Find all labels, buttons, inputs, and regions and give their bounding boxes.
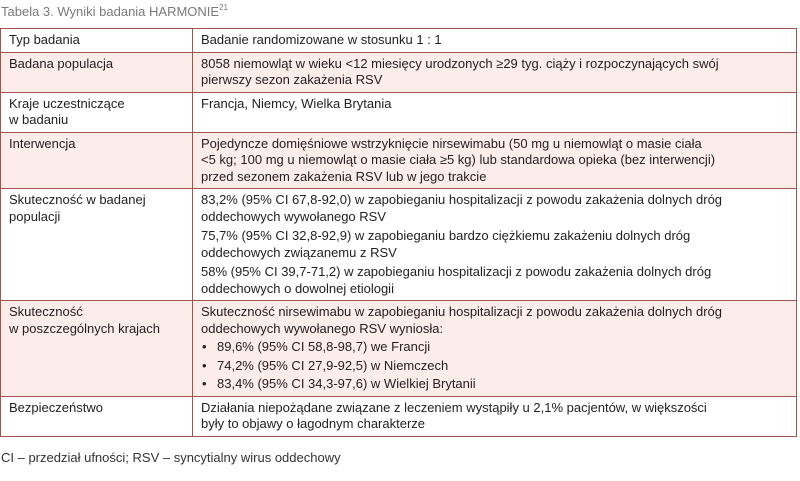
table-row-efficacy-countries: [1, 300, 796, 396]
content-line: Skuteczność nirsewimabu w zapobieganiu hospitalizacji z powodu zakażenia dolnych dróg: [201, 304, 723, 319]
content-line: 83,2% (95% CI 67,8-92,0) w zapobieganiu hospitalizacji z powodu zakażenia dolnych dróg: [201, 192, 723, 207]
row-label-line: Bezpieczeństwo: [9, 399, 103, 415]
row-content: [193, 301, 796, 396]
row-content: [193, 93, 796, 132]
table-row-safety: [1, 396, 796, 436]
content-line: Badanie randomizowane w stosunku 1 : 1: [201, 32, 442, 47]
content-line: przed sezonem zakażenia RSV lub w jego trakcie: [201, 168, 487, 184]
content-paragraph: [201, 56, 788, 89]
content-paragraph: [201, 192, 788, 225]
content-line: Pojedyncze domięśniowe wstrzyknięcie nirsewimabu (50 mg u niemowląt o masie ciała: [201, 135, 702, 151]
content-line: oddechowych wywołanego RSV wyniosła:: [201, 320, 444, 336]
row-content: [193, 29, 796, 52]
content-line: pierwszy sezon zakażenia RSV: [201, 72, 383, 87]
list-item: • 74,2% (95% CI 27,9-92,5) w Niemczech: [201, 358, 788, 375]
row-label-line: Badana populacja: [9, 55, 114, 71]
row-label: [1, 397, 193, 436]
caption-reference: 21: [219, 2, 228, 12]
content-paragraph: [201, 228, 788, 261]
row-label: [1, 301, 193, 396]
content-paragraph: [201, 32, 788, 49]
row-label-line: w poszczególnych krajach: [9, 320, 161, 336]
row-label: [1, 133, 193, 189]
row-label-line: Interwencja: [9, 135, 76, 151]
row-label: [1, 189, 193, 300]
list-item: • 89,6% (95% CI 58,8-98,7) we Francji: [201, 339, 788, 356]
row-label-line: Kraje uczestniczące: [9, 95, 125, 111]
row-label: [1, 93, 193, 132]
content-line: Francja, Niemcy, Wielka Brytania: [201, 95, 392, 111]
content-paragraph: [201, 304, 788, 337]
content-line: oddechowych wywołanego RSV: [201, 208, 386, 224]
content-paragraph: [201, 136, 788, 186]
content-line: Działania niepożądane związane z leczeniem wystąpiły u 2,1% pacjentów, w większości: [201, 399, 707, 415]
content-line: oddechowych o dowolnej etiologii: [201, 280, 394, 296]
table-caption: [1, 4, 228, 20]
table-row-intervention: [1, 132, 796, 189]
list-item: • 83,4% (95% CI 34,3-97,6) w Wielkiej Brytanii: [201, 376, 788, 393]
results-table: [0, 28, 797, 437]
row-content: [193, 53, 796, 92]
row-content: [193, 397, 796, 436]
country-results-list: [201, 339, 788, 393]
row-label-line: Skuteczność: [9, 304, 83, 319]
row-content: [193, 189, 796, 300]
row-label: [1, 29, 193, 52]
content-line: 8058 niemowląt w wieku <12 miesięcy urodzonych ≥29 tyg. ciąży i rozpoczynających swój: [201, 55, 719, 71]
table-row-population: [1, 52, 796, 92]
table-row-countries: [1, 92, 796, 132]
content-line: 75,7% (95% CI 32,8-92,9) w zapobieganiu bardzo ciężkiemu zakażeniu dolnych dróg: [201, 228, 691, 243]
content-line: <5 kg; 100 mg u niemowląt o masie ciała ≥5 kg) lub standardowa opieka (bez interwencji): [201, 152, 716, 167]
content-paragraph: [201, 96, 788, 113]
row-label: [1, 53, 193, 92]
table-row-efficacy-population: [1, 188, 796, 300]
row-label-line: populacji: [9, 208, 61, 224]
table-caption-text: Tabela 3. Wyniki badania HARMONIE: [1, 4, 220, 19]
content-paragraph: [201, 264, 788, 297]
row-label-line: Typ badania: [9, 32, 80, 47]
row-content: [193, 133, 796, 189]
row-label-line: w badaniu: [9, 112, 69, 127]
content-line: były to objawy o łagodnym charakterze: [201, 416, 426, 431]
content-paragraph: [201, 400, 788, 433]
table-footnote: CI – przedział ufności; RSV – syncytialny wirus oddechowy: [1, 450, 341, 465]
row-label-line: Skuteczność w badanej: [9, 192, 146, 207]
content-line: oddechowych związanemu z RSV: [201, 244, 397, 260]
content-line: 58% (95% CI 39,7-71,2) w zapobieganiu hospitalizacji z powodu zakażenia dolnych dróg: [201, 264, 712, 279]
table-row-study-type: [1, 29, 796, 52]
